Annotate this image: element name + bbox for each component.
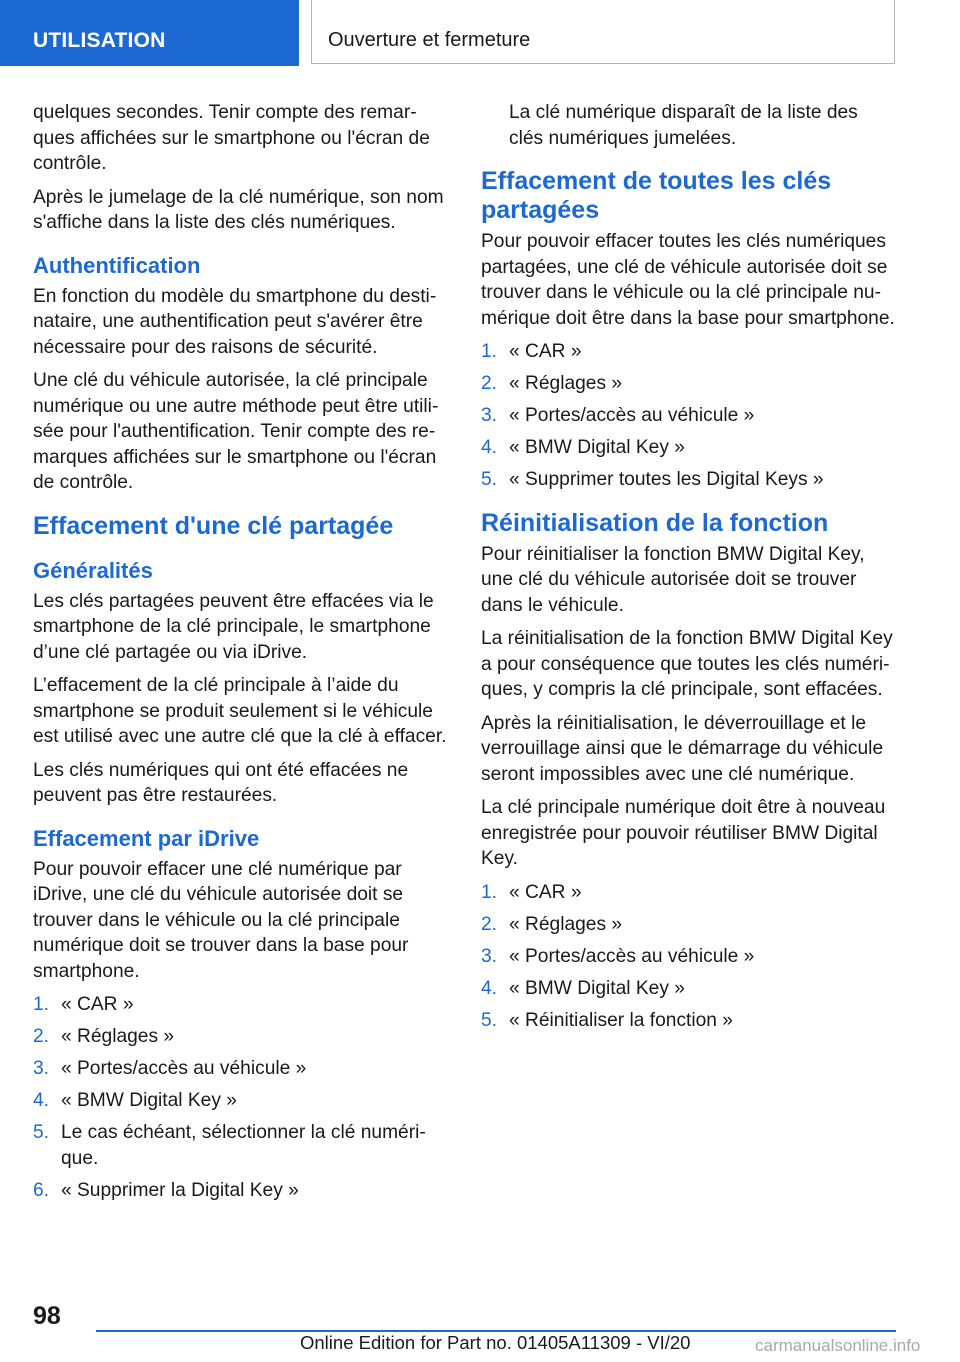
list-item — [33, 1024, 447, 1050]
list-item — [481, 371, 895, 397]
paragraph: Après le jumelage de la clé numérique, son nom s'affiche dans la liste des clés numériques. — [33, 186, 444, 233]
heading-reset-function: Réinitialisation de la fonction — [481, 508, 829, 537]
step-text: « Supprimer la Digital Key » — [61, 1179, 299, 1201]
step-text: « Réglages » — [61, 1026, 175, 1047]
reset-steps-list — [481, 880, 895, 1034]
step-number: 1. — [481, 881, 498, 903]
step-number: 1. — [481, 341, 498, 362]
paragraph: La réinitialisation de la fonction BMW Digital Key a pour conséquence que toutes les clés numériques, y compris la clé principale, sont effacées. — [481, 628, 893, 700]
step-text: « Portes/accès au véhicule » — [509, 405, 755, 426]
step-number: 6. — [33, 1179, 50, 1201]
step-number: 5. — [33, 1122, 50, 1143]
step-text: « Portes/accès au véhicule » — [61, 1058, 307, 1079]
list-item — [33, 1178, 447, 1204]
heading-general: Généralités — [33, 557, 153, 583]
paragraph: L’effacement de la clé principale à l’aide du smartphone se produit seulement si le véhicule est utilisé avec une autre clé que la clé à effacer. — [33, 675, 447, 747]
paragraph: Pour réinitialiser la fonction BMW Digital Key, une clé du véhicule autorisée doit se trouver dans le véhicule. — [481, 543, 865, 616]
step-text: « Portes/accès au véhicule » — [509, 945, 755, 967]
delete-all-steps-list — [481, 339, 895, 493]
step-text: « BMW Digital Key » — [509, 437, 685, 458]
step-number: 5. — [481, 1009, 498, 1031]
list-item — [481, 435, 895, 461]
step-number: 4. — [33, 1090, 50, 1111]
paragraph: En fonction du modèle du smartphone du destinataire, une authentification peut s'avérer être nécessaire pour des raisons de sécurité. — [33, 285, 437, 358]
idrive-steps-list — [33, 992, 447, 1203]
paragraph: Pour pouvoir effacer une clé numérique par iDrive, une clé du véhicule autorisée doit se trouver dans le véhicule ou la clé principale numérique doit se trouver dans la base pour smartphone. — [33, 858, 409, 982]
paragraph-continuation: La clé numérique disparaît de la liste des clés numériques jumelées. — [509, 102, 858, 149]
step-text: « Réglages » — [509, 913, 623, 935]
heading-delete-via-idrive: Effacement par iDrive — [33, 825, 260, 851]
step-number: 1. — [33, 994, 50, 1015]
list-item — [481, 880, 895, 906]
step-number: 2. — [481, 373, 498, 394]
left-column — [33, 100, 447, 1213]
step-text: Le cas échéant, sélectionner la clé numérique. — [61, 1122, 426, 1169]
paragraph: Après la réinitialisation, le déverrouillage et le verrouillage ainsi que le démarrage du véhicule seront impossibles avec une clé numérique. — [481, 712, 884, 785]
list-item — [33, 1056, 447, 1082]
step-number: 3. — [33, 1058, 50, 1079]
chapter-tab: Ouverture et fermeture — [311, 0, 895, 64]
paragraph: Les clés numériques qui ont été effacées ne peuvent pas être restaurées. — [33, 759, 409, 806]
paragraph: Les clés partagées peuvent être effacées via le smartphone de la clé principale, le smartphone d’une clé partagée ou via iDrive. — [33, 590, 434, 663]
step-text: « CAR » — [509, 341, 582, 362]
step-text: « Réglages » — [509, 373, 623, 394]
page-header — [0, 0, 960, 66]
step-number: 2. — [481, 913, 498, 935]
list-item — [481, 944, 895, 970]
right-column — [481, 100, 895, 1043]
step-number: 5. — [481, 469, 498, 490]
list-item — [481, 403, 895, 429]
list-item — [33, 1120, 447, 1171]
list-item — [33, 992, 447, 1018]
list-item — [33, 1088, 447, 1114]
page-number: 98 — [33, 1302, 61, 1330]
paragraph: La clé principale numérique doit être à nouveau enregistrée pour pouvoir réutiliser BMW Digital Key. — [481, 797, 886, 869]
heading-delete-all-shared-keys: Effacement de toutes les clés partagées — [481, 167, 832, 224]
step-text: « CAR » — [509, 881, 582, 903]
step-number: 4. — [481, 437, 498, 458]
list-item — [481, 976, 895, 1002]
list-item — [481, 467, 895, 493]
paragraph: quelques secondes. Tenir compte des remarques affichées sur le smartphone ou l'écran de contrôle. — [33, 102, 430, 174]
step-number: 2. — [33, 1026, 50, 1047]
list-item — [481, 1008, 895, 1034]
step-text: « CAR » — [61, 994, 134, 1015]
step-text: « Réinitialiser la fonction » — [509, 1009, 733, 1031]
footer-edition-text: Online Edition for Part no. 01405A11309 - VI/20 — [300, 1332, 691, 1353]
section-tab: UTILISATION — [0, 0, 299, 66]
step-number: 3. — [481, 405, 498, 426]
step-text: « BMW Digital Key » — [509, 977, 685, 999]
watermark: carmanualsonline.info — [755, 1336, 921, 1355]
paragraph: Pour pouvoir effacer toutes les clés numériques partagées, une clé de véhicule autorisée doit se trouver dans le véhicule ou la clé principale numérique doit être dans la base pour smartphone. — [481, 231, 895, 329]
list-item — [481, 912, 895, 938]
paragraph: Une clé du véhicule autorisée, la clé principale numérique ou une autre méthode peut être utilisée pour l'authentification. Tenir compte des remarques affichées sur le smartphone ou l'écran de contrôle. — [33, 370, 439, 493]
list-item — [481, 339, 895, 365]
heading-authentication: Authentification — [33, 252, 201, 278]
step-number: 3. — [481, 945, 498, 967]
heading-delete-shared-key: Effacement d'une clé partagée — [33, 511, 394, 540]
step-number: 4. — [481, 977, 498, 999]
step-text: « BMW Digital Key » — [61, 1090, 237, 1111]
step-text: « Supprimer toutes les Digital Keys » — [509, 469, 824, 490]
